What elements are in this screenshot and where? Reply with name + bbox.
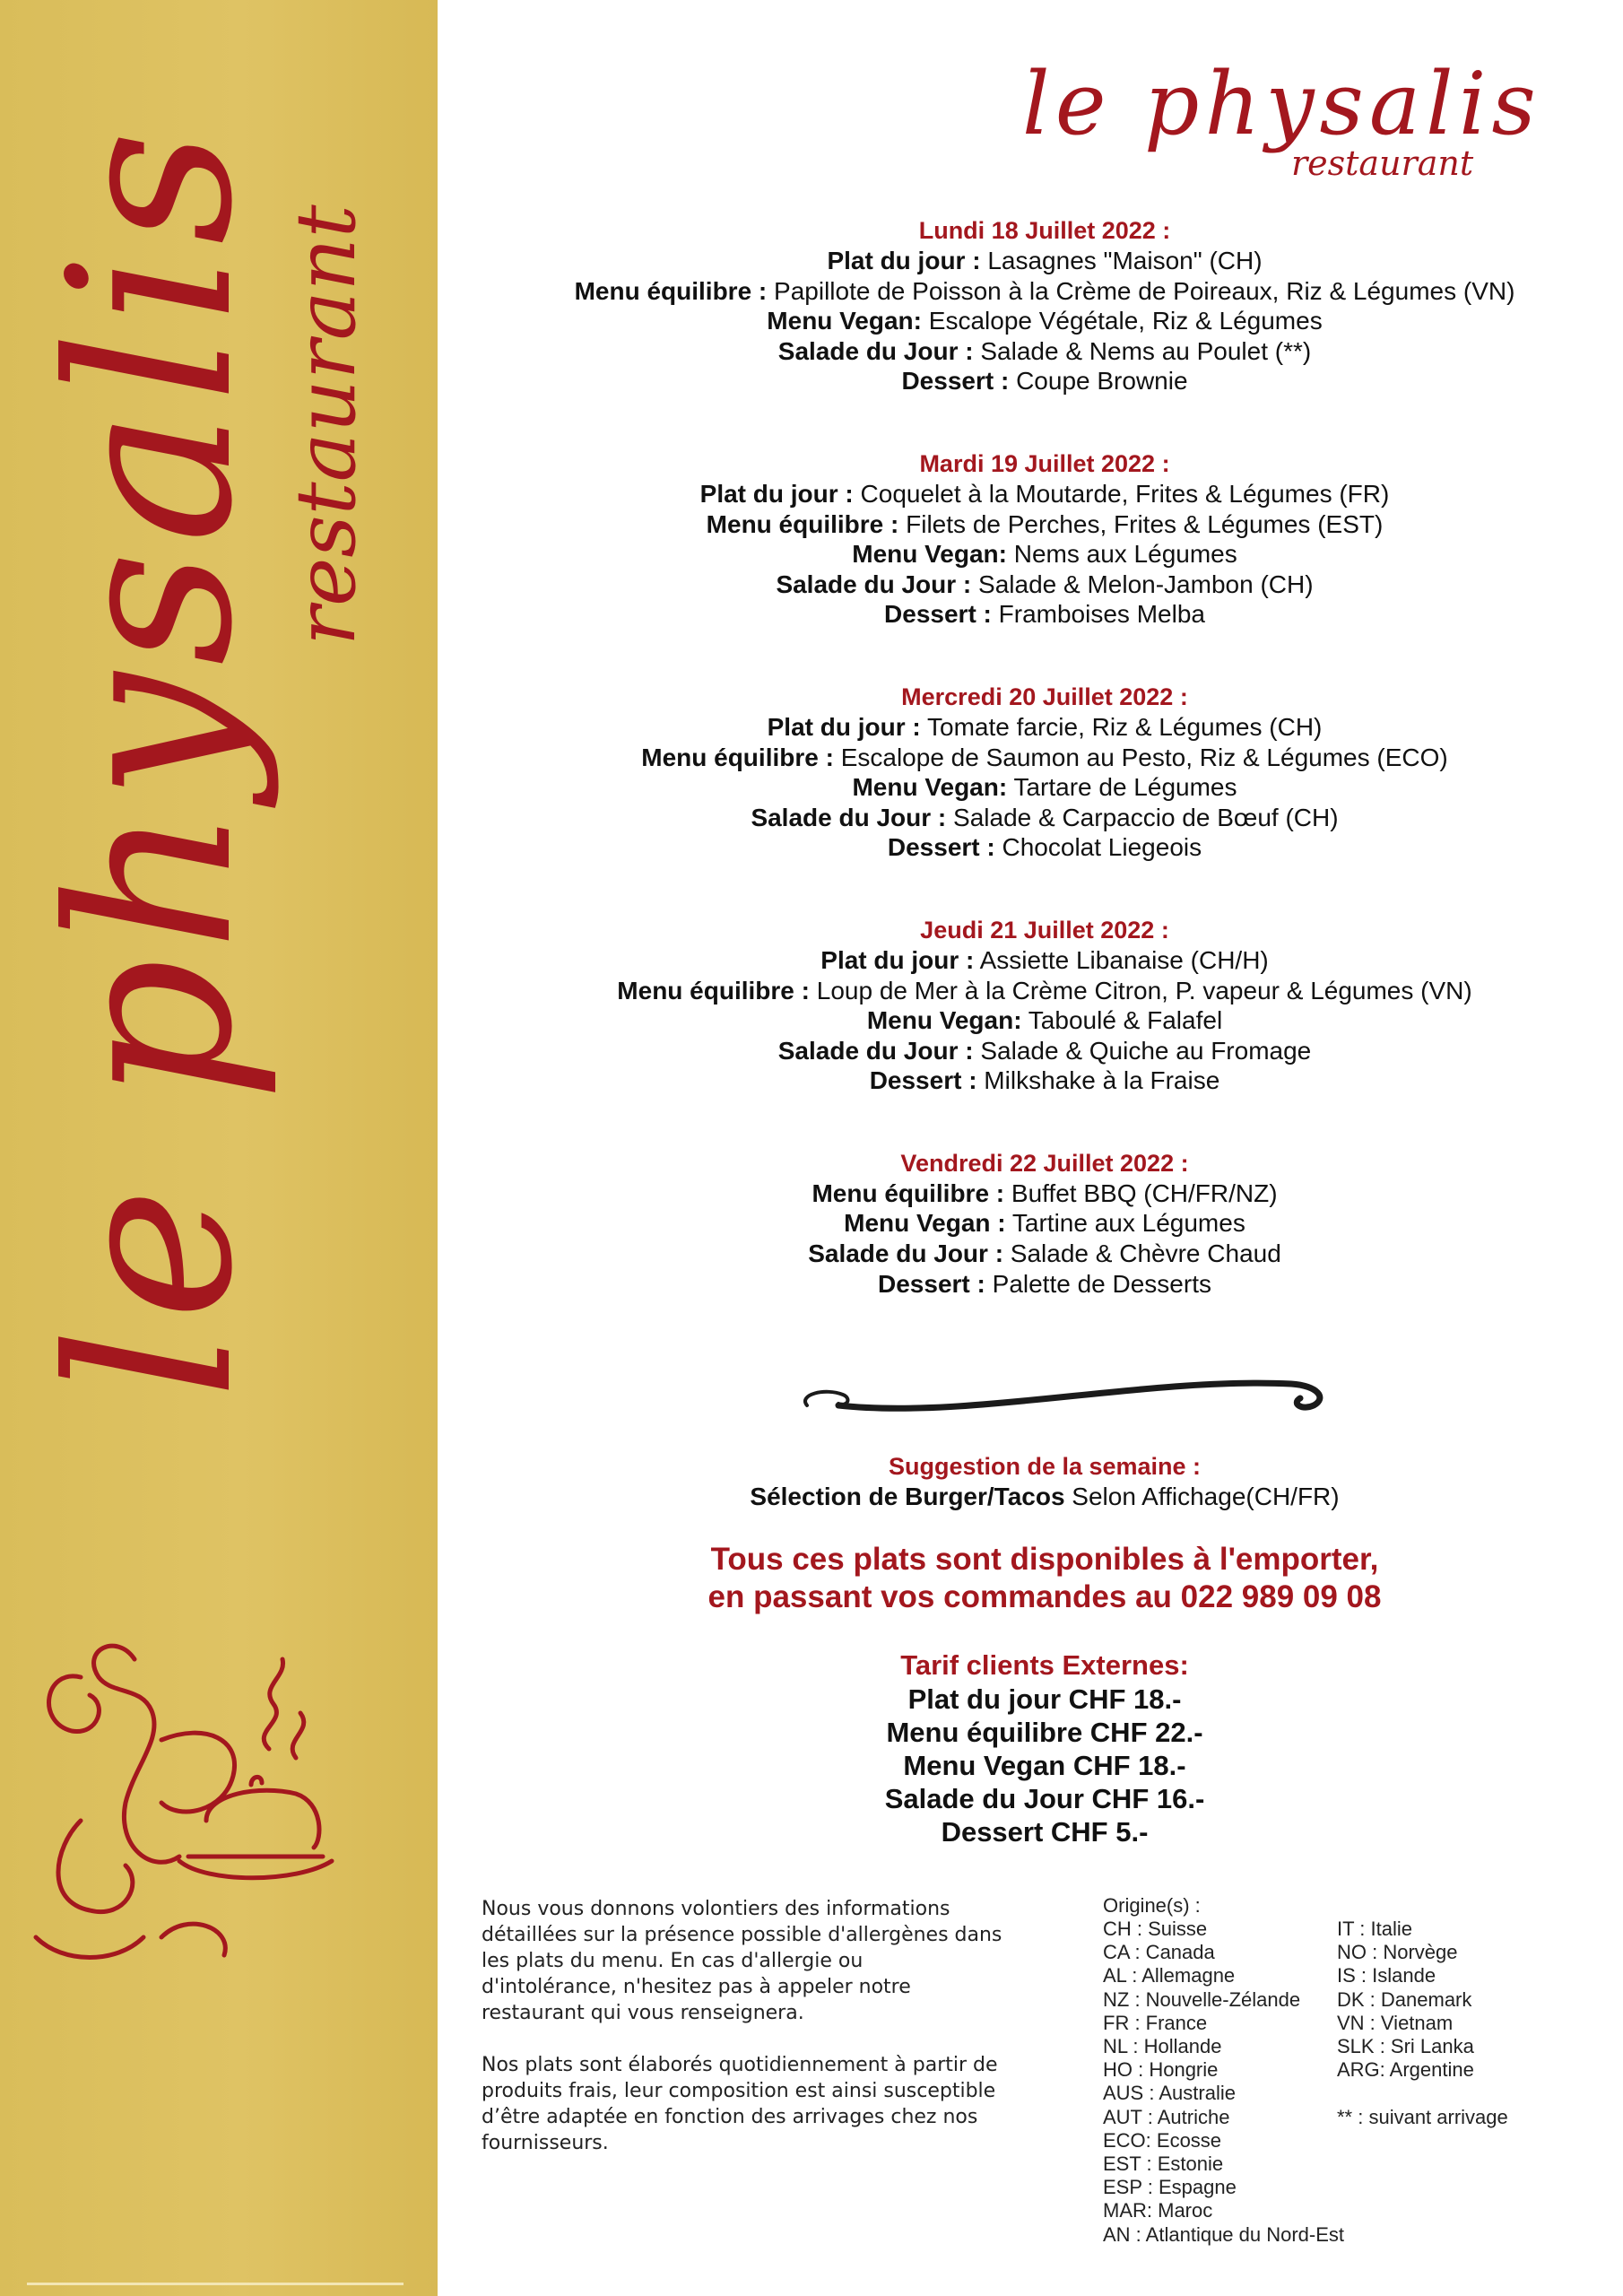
price-line: Menu équilibre CHF 22.- xyxy=(886,1717,1203,1748)
day-title: Lundi 18 Juillet 2022 : xyxy=(918,217,1171,244)
menu-line-label: Menu équilibre : xyxy=(706,509,899,538)
freshness-text-line: Nos plats sont élaborés quotidiennement à partir de xyxy=(482,2054,998,2076)
menu-line-label: Salade du Jour : xyxy=(751,803,947,831)
menu-line-label: Menu Vegan: xyxy=(852,773,1008,802)
suggestion-block xyxy=(502,1451,1587,1512)
origin-item: NO : Norvège xyxy=(1337,1941,1458,1964)
freshness-paragraph xyxy=(482,2052,1055,2156)
brand-logo xyxy=(995,54,1569,197)
origin-item: DK : Danemark xyxy=(1337,1987,1472,2011)
menu-line xyxy=(502,570,1587,600)
menu-line-label: Salade du Jour : xyxy=(777,1036,974,1065)
menu-line-text: Taboulé & Falafel xyxy=(1021,1006,1223,1035)
menu-line-text: Salade & Quiche au Fromage xyxy=(973,1036,1312,1065)
menu-line-text: Buffet BBQ (CH/FR/NZ) xyxy=(1004,1178,1278,1207)
menu-line xyxy=(502,509,1587,540)
freshness-text-line: d’être adaptée en fonction des arrivages chez nos xyxy=(482,2106,978,2128)
menu-line-label: Dessert : xyxy=(869,1066,977,1095)
menu-line xyxy=(502,1208,1587,1239)
price-list-title: Tarif clients Externes: xyxy=(900,1649,1189,1681)
day-title: Jeudi 21 Juillet 2022 : xyxy=(920,916,1169,944)
brand-sub: restaurant xyxy=(1291,144,1474,183)
origin-item: AUS : Australie xyxy=(1103,2082,1236,2105)
allergen-text-line: les plats du menu. En cas d'allergie ou xyxy=(482,1950,864,1972)
menu-line-label: Salade du Jour : xyxy=(777,336,974,365)
allergen-text-line: d'intolérance, n'hesitez pas à appeler notre xyxy=(482,1976,911,1998)
origin-item: NL : Hollande xyxy=(1103,2035,1222,2058)
menu-line-text: Salade & Melon-Jambon (CH) xyxy=(971,570,1314,598)
allergen-text-line: Nous vous donnons volontiers des informations xyxy=(482,1898,950,1920)
origin-item: AL : Allemagne xyxy=(1103,1964,1236,1987)
menu-line-label: Dessert : xyxy=(901,367,1010,396)
suggestion-title: Suggestion de la semaine : xyxy=(888,1453,1202,1480)
origin-item: AN : Atlantique du Nord-Est xyxy=(1103,2222,1345,2246)
menu-line-label: Dessert : xyxy=(887,833,995,862)
origin-item: IS : Islande xyxy=(1337,1964,1436,1987)
menu-line xyxy=(502,1178,1587,1209)
menu-line-text: Palette de Desserts xyxy=(985,1269,1211,1298)
origin-item: FR : France xyxy=(1103,2011,1208,2034)
suggestion-text: Selon Affichage(CH/FR) xyxy=(1064,1483,1340,1510)
origin-item: CH : Suisse xyxy=(1103,1918,1208,1940)
menu-line xyxy=(502,976,1587,1006)
origins-list-2 xyxy=(1337,1918,1474,2082)
menu-line xyxy=(502,803,1587,833)
menu-line-label: Menu équilibre : xyxy=(574,276,768,305)
menu-line-label: Menu Vegan: xyxy=(767,307,922,335)
menu-line-label: Plat du jour : xyxy=(699,479,854,508)
menu-line-label: Menu équilibre : xyxy=(641,743,834,771)
freshness-text-line: fournisseurs. xyxy=(482,2132,609,2154)
menu-line-text: Salade & Chèvre Chaud xyxy=(1003,1239,1281,1268)
suggestion-label: Sélection de Burger/Tacos xyxy=(750,1483,1065,1510)
menu-line-text: Tartine aux Légumes xyxy=(1005,1209,1245,1238)
flourish-divider xyxy=(789,1368,1327,1431)
menu-line xyxy=(502,1239,1587,1269)
freshness-text-line: produits frais, leur composition est ainsi susceptible xyxy=(482,2080,996,2102)
vertical-logo-sub: restaurant xyxy=(278,204,374,646)
menu-line-label: Menu équilibre : xyxy=(812,1178,1005,1207)
takeaway-line-2: en passant vos commandes au 022 989 09 08 xyxy=(707,1579,1382,1614)
menu-line-label: Salade du Jour : xyxy=(808,1239,1004,1268)
origin-item: SLK : Sri Lanka xyxy=(1337,2035,1474,2058)
price-list xyxy=(502,1648,1587,1848)
day-title: Mercredi 20 Juillet 2022 : xyxy=(901,683,1188,710)
origin-item: ECO: Ecosse xyxy=(1103,2128,1222,2152)
takeaway-line-1: Tous ces plats sont disponibles à l'emporter, xyxy=(710,1542,1379,1577)
menu-line-label: Plat du jour : xyxy=(767,712,921,741)
menu-line-text: Framboises Melba xyxy=(991,600,1205,629)
origin-item: NZ : Nouvelle-Zélande xyxy=(1103,1987,1301,2011)
menu-line xyxy=(502,1065,1587,1096)
day-block xyxy=(502,915,1587,1096)
origin-item: VN : Vietnam xyxy=(1337,2011,1454,2034)
origin-item: IT : Italie xyxy=(1337,1918,1412,1940)
origins-title: Origine(s) : xyxy=(1103,1894,1201,1917)
origins-list-1 xyxy=(1103,1918,1344,2247)
menu-line xyxy=(502,1005,1587,1036)
menu-line-text: Lasagnes "Maison" (CH) xyxy=(980,247,1263,274)
menu-line xyxy=(502,539,1587,570)
brand-name: le physalis xyxy=(1022,54,1541,154)
menu-line-label: Salade du Jour : xyxy=(776,570,972,598)
origin-item: MAR: Maroc xyxy=(1103,2199,1213,2222)
menu-line-text: Filets de Perches, Frites & Légumes (EST) xyxy=(898,509,1384,538)
menu-line-label: Menu Vegan : xyxy=(844,1209,1006,1238)
menu-line-label: Plat du jour : xyxy=(820,945,975,974)
menu-line-label: Dessert : xyxy=(878,1269,985,1298)
menu-line-label: Menu Vegan: xyxy=(852,540,1007,569)
menu-line-text: Chocolat Liegeois xyxy=(994,833,1202,862)
allergen-info xyxy=(482,1896,1055,2182)
origin-item: ARG: Argentine xyxy=(1337,2058,1474,2082)
allergen-text-line: restaurant qui vous renseignera. xyxy=(482,2002,804,2024)
menu-line-text: Salade & Nems au Poulet (**) xyxy=(973,336,1312,365)
origin-item: AUT : Autriche xyxy=(1103,2105,1230,2128)
menu-line-text: Milkshake à la Fraise xyxy=(976,1066,1220,1095)
menu-line xyxy=(502,306,1587,336)
day-title: Vendredi 22 Juillet 2022 : xyxy=(900,1149,1189,1177)
sidebar-bottom-line xyxy=(27,2283,404,2285)
menu-line xyxy=(502,336,1587,367)
menu-line-text: Escalope de Saumon au Pesto, Riz & Légumes (ECO) xyxy=(833,743,1448,771)
menu-line xyxy=(502,1036,1587,1066)
vertical-logo-word: le physalis xyxy=(21,122,282,1399)
menu-line xyxy=(502,1269,1587,1300)
menu-line-text: Assiette Libanaise (CH/H) xyxy=(974,945,1269,974)
takeaway-notice xyxy=(502,1541,1587,1616)
menu-line xyxy=(502,599,1587,630)
menu-line-text: Tartare de Légumes xyxy=(1007,773,1237,802)
day-title: Mardi 19 Juillet 2022 : xyxy=(919,449,1170,477)
price-line: Salade du Jour CHF 16.- xyxy=(884,1783,1205,1814)
menu-line xyxy=(502,276,1587,307)
menu-line-text: Papillote de Poisson à la Crème de Poireaux, Riz & Légumes (VN) xyxy=(767,276,1515,305)
menu-line-text: Coupe Brownie xyxy=(1009,367,1188,396)
menu-line-text: Nems aux Légumes xyxy=(1006,540,1237,569)
menu-line xyxy=(502,246,1587,276)
menu-line xyxy=(502,832,1587,863)
allergen-text-line: détaillées sur la présence possible d'allergènes dans xyxy=(482,1924,1002,1946)
menu-line xyxy=(502,712,1587,743)
day-block xyxy=(502,682,1587,863)
origin-item: ESP : Espagne xyxy=(1103,2176,1237,2199)
origin-item: CA : Canada xyxy=(1103,1941,1215,1964)
day-block xyxy=(502,215,1587,396)
origin-item: EST : Estonie xyxy=(1103,2152,1224,2176)
suggestion-line xyxy=(502,1482,1587,1512)
menu-line xyxy=(502,945,1587,976)
price-line: Plat du jour CHF 18.- xyxy=(907,1683,1182,1715)
sidebar-band xyxy=(0,0,438,2296)
price-line: Dessert CHF 5.- xyxy=(941,1816,1149,1848)
menu-line-text: Loup de Mer à la Crème Citron, P. vapeur & Légumes (VN) xyxy=(809,976,1472,1004)
menu-line xyxy=(502,772,1587,803)
menu-line-text: Coquelet à la Moutarde, Frites & Légumes (FR) xyxy=(853,479,1390,508)
allergen-paragraph xyxy=(482,1896,1055,2026)
menu-line-text: Escalope Végétale, Riz & Légumes xyxy=(922,307,1323,335)
weekly-menu xyxy=(502,215,1587,1351)
menu-line-label: Plat du jour : xyxy=(827,247,981,274)
origin-item: HO : Hongrie xyxy=(1103,2058,1219,2082)
menu-line-label: Menu Vegan: xyxy=(866,1006,1022,1035)
menu-line xyxy=(502,743,1587,773)
day-block xyxy=(502,1148,1587,1299)
menu-line xyxy=(502,366,1587,396)
vertical-logo xyxy=(0,0,438,1435)
price-line: Menu Vegan CHF 18.- xyxy=(903,1750,1186,1781)
menu-line-label: Menu équilibre : xyxy=(617,976,810,1004)
menu-line-text: Tomate farcie, Riz & Légumes (CH) xyxy=(920,712,1323,741)
menu-line-label: Dessert : xyxy=(884,600,992,629)
chef-illustration xyxy=(27,1641,421,1982)
day-block xyxy=(502,448,1587,630)
origins-note: ** : suivant arrivage xyxy=(1337,2106,1508,2128)
menu-line xyxy=(502,479,1587,509)
menu-line-text: Salade & Carpaccio de Bœuf (CH) xyxy=(946,803,1339,831)
